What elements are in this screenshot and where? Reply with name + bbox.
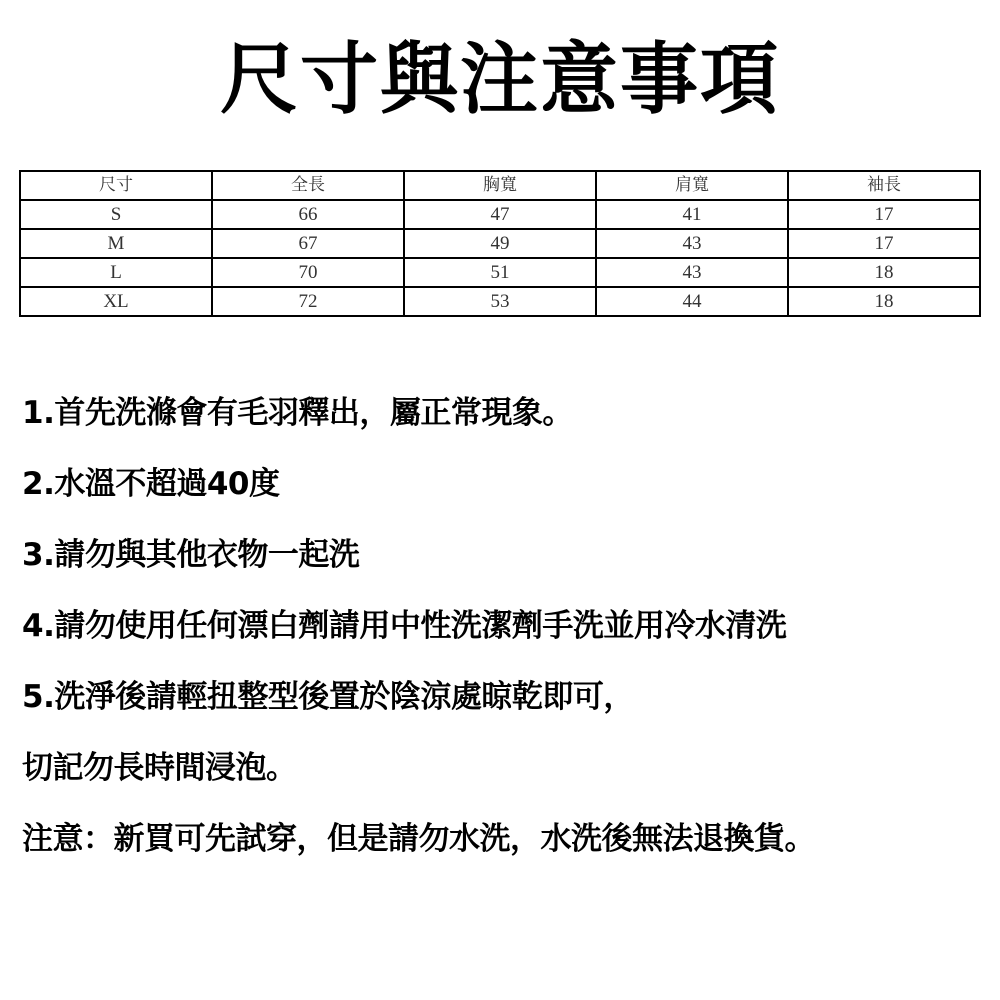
note-line-6: 切記勿長時間浸泡。	[22, 750, 297, 786]
table-cell: 72	[212, 287, 404, 316]
table-cell: 51	[404, 258, 596, 287]
table-cell: L	[20, 258, 212, 287]
note-line-7: 注意：新買可先試穿，但是請勿水洗，水洗後無法退換貨。	[22, 821, 815, 857]
table-row	[20, 258, 980, 287]
table-row	[20, 229, 980, 258]
table-cell: 44	[596, 287, 788, 316]
table-cell: XL	[20, 287, 212, 316]
table-cell: 43	[596, 258, 788, 287]
note-line-5: 5.洗淨後請輕扭整型後置於陰涼處晾乾即可，	[22, 679, 634, 715]
table-cell: 66	[212, 200, 404, 229]
table-cell: 17	[788, 200, 980, 229]
table-header-row	[20, 171, 980, 200]
table-row	[20, 200, 980, 229]
table-row	[20, 287, 980, 316]
table-cell: 41	[596, 200, 788, 229]
header-size: 尺寸	[20, 171, 212, 200]
table-cell: 43	[596, 229, 788, 258]
table-cell: M	[20, 229, 212, 258]
size-table	[19, 170, 981, 317]
note-line-4: 4.請勿使用任何漂白劑請用中性洗潔劑手洗並用冷水清洗	[22, 608, 787, 644]
care-notes	[22, 378, 992, 875]
note-line-1: 1.首先洗滌會有毛羽釋出，屬正常現象。	[22, 395, 573, 431]
table-cell: 67	[212, 229, 404, 258]
table-cell: 49	[404, 229, 596, 258]
table-cell: 47	[404, 200, 596, 229]
table-cell: 17	[788, 229, 980, 258]
note-line-2: 2.水溫不超過40度	[22, 466, 280, 502]
header-sleeve: 袖長	[788, 171, 980, 200]
header-length: 全長	[212, 171, 404, 200]
header-chest: 胸寬	[404, 171, 596, 200]
table-cell: 18	[788, 258, 980, 287]
table-cell: 53	[404, 287, 596, 316]
note-line-3: 3.請勿與其他衣物一起洗	[22, 537, 360, 573]
table-cell: 18	[788, 287, 980, 316]
header-shoulder: 肩寬	[596, 171, 788, 200]
table-cell: 70	[212, 258, 404, 287]
page-title: 尺寸與注意事項	[219, 35, 780, 125]
table-cell: S	[20, 200, 212, 229]
